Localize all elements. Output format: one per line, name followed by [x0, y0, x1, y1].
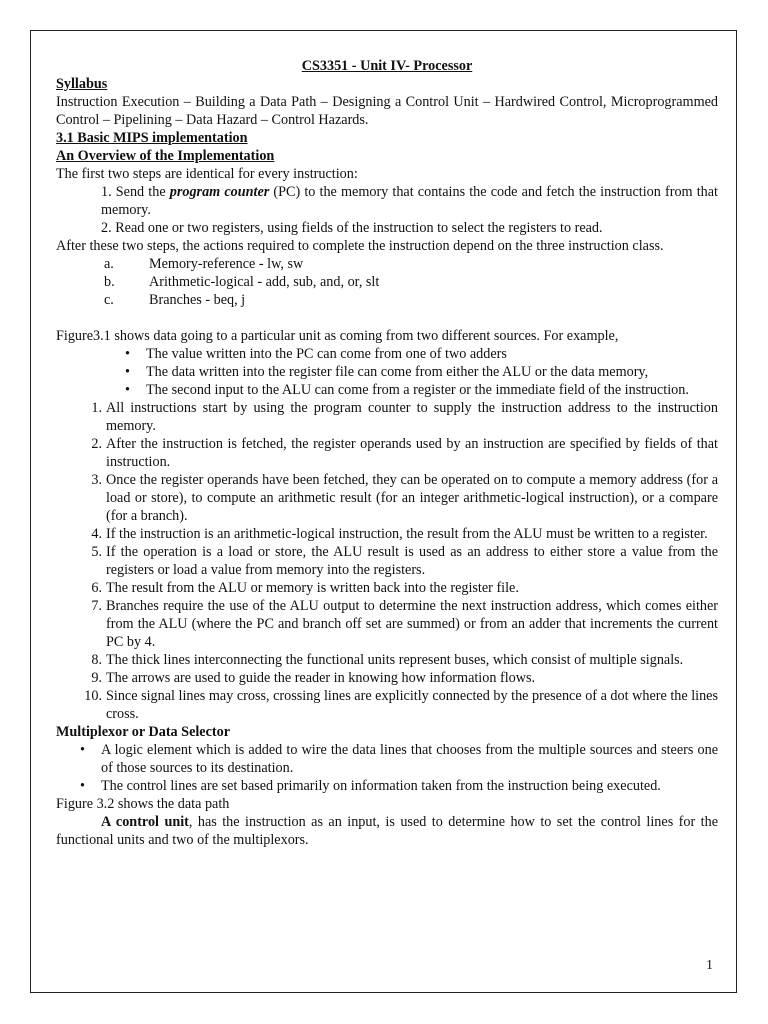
syllabus-text: Instruction Execution – Building a Data Path – Designing a Control Unit – Hardwired Control, Microprogrammed Control – Pipelining – Data Hazard – Control Hazards.	[56, 94, 718, 128]
figure-3-1-intro: Figure3.1 shows data going to a particular unit as coming from two different sources. For example,	[56, 328, 619, 344]
list-item	[56, 651, 718, 669]
list-number: 1.	[91, 400, 102, 416]
bullet-icon: •	[125, 346, 130, 362]
list-text: The result from the ALU or memory is written back into the register file.	[106, 580, 519, 596]
list-text: The arrows are used to guide the reader in knowing how information flows.	[106, 670, 536, 686]
list-item	[56, 741, 718, 777]
figure-3-1-bullets	[56, 345, 718, 399]
step-1-term: program counter	[169, 184, 270, 200]
control-unit-paragraph	[56, 813, 718, 849]
list-item	[56, 363, 718, 381]
section-heading: 3.1 Basic MIPS implementation	[56, 130, 248, 146]
list-text: If the operation is a load or store, the ALU result is used as an address to either store a value from the registers or load a value from memory into the registers.	[106, 544, 718, 578]
title-suffix: Processor	[413, 58, 473, 74]
list-item	[56, 291, 718, 309]
list-label: a.	[104, 256, 114, 272]
after-steps-text: After these two steps, the actions required to complete the instruction depend on the three instruction class.	[56, 238, 664, 254]
list-item	[56, 399, 718, 435]
page-title	[56, 57, 718, 75]
step-1	[56, 183, 718, 219]
syllabus-heading: Syllabus	[56, 76, 108, 92]
list-text: After the instruction is fetched, the register operands used by an instruction are specified by fields of that instruction.	[106, 436, 718, 470]
figure-3-2-text: Figure 3.2 shows the data path	[56, 796, 230, 812]
list-text: All instructions start by using the program counter to supply the instruction address to the instruction memory.	[106, 400, 718, 434]
list-item	[56, 687, 718, 723]
list-item	[56, 273, 718, 291]
step-1-a: 1. Send the	[101, 184, 170, 200]
list-label: b.	[104, 274, 115, 290]
list-text: The second input to the ALU can come from a register or the immediate field of the instruction.	[146, 382, 689, 398]
list-text: The data written into the register file can come from either the ALU or the data memory,	[146, 364, 649, 380]
list-label: c.	[104, 292, 114, 308]
list-item	[56, 435, 718, 471]
intro-text: The first two steps are identical for every instruction:	[56, 166, 358, 182]
overview-heading: An Overview of the Implementation	[56, 148, 275, 164]
document-body	[56, 57, 718, 849]
list-item	[56, 543, 718, 579]
list-text: Arithmetic-logical - add, sub, and, or, slt	[149, 274, 380, 290]
mux-heading: Multiplexor or Data Selector	[56, 724, 231, 740]
bullet-icon: •	[80, 778, 85, 794]
bullet-icon: •	[125, 364, 130, 380]
list-text: The thick lines interconnecting the functional units represent buses, which consist of multiple signals.	[106, 652, 684, 668]
mux-bullets	[56, 741, 718, 795]
instruction-class-list	[56, 255, 718, 309]
list-text: Once the register operands have been fetched, they can be operated on to compute a memory address (for a load or store), to compute an arithmetic result (for an integer arithmetic-logical instruction), or a compare (for a branch).	[106, 472, 718, 524]
list-item	[56, 471, 718, 525]
list-item	[56, 525, 718, 543]
list-text: Since signal lines may cross, crossing lines are explicitly connected by the presence of a dot where the lines cross.	[106, 688, 718, 722]
list-item	[56, 777, 718, 795]
list-number: 4.	[91, 526, 102, 542]
list-item	[56, 381, 718, 399]
list-text: The control lines are set based primarily on information taken from the instruction being executed.	[101, 778, 661, 794]
bullet-icon: •	[80, 742, 85, 758]
list-number: 9.	[91, 670, 102, 686]
list-number: 8.	[91, 652, 102, 668]
list-item	[56, 597, 718, 651]
list-text: Branches - beq, j	[149, 292, 246, 308]
step-2: 2. Read one or two registers, using fields of the instruction to select the registers to read.	[101, 220, 603, 236]
list-number: 5.	[91, 544, 102, 560]
list-item	[56, 345, 718, 363]
list-number: 2.	[91, 436, 102, 452]
list-number: 3.	[91, 472, 102, 488]
list-item	[56, 255, 718, 273]
list-text: Branches require the use of the ALU output to determine the next instruction address, which comes either from the ALU (where the PC and branch off set are summed) or from an adder that increments the current PC by 4.	[106, 598, 718, 650]
bullet-icon: •	[125, 382, 130, 398]
list-text: A logic element which is added to wire the data lines that chooses from the multiple sources and steers one of those sources to its destination.	[101, 742, 718, 776]
list-text: If the instruction is an arithmetic-logical instruction, the result from the ALU must be written to a register.	[106, 526, 708, 542]
list-item	[56, 579, 718, 597]
list-number: 6.	[91, 580, 102, 596]
list-number: 7.	[91, 598, 102, 614]
page-number: 1	[706, 958, 713, 973]
list-text: Memory-reference - lw, sw	[149, 256, 304, 272]
list-text: The value written into the PC can come from one of two adders	[146, 346, 507, 362]
title-prefix: CS3351 - Unit IV-	[301, 58, 414, 74]
list-number: 10.	[84, 688, 102, 704]
list-item	[56, 669, 718, 687]
control-unit-rest: , has the instruction as an input, is used to determine how to set the control lines for the functional units and two of the multiplexors.	[56, 814, 718, 848]
numbered-list	[56, 399, 718, 723]
control-unit-term: A control unit	[101, 814, 189, 830]
step-1-c: (PC) to the memory that contains the code and fetch the instruction from that memory.	[101, 184, 718, 218]
